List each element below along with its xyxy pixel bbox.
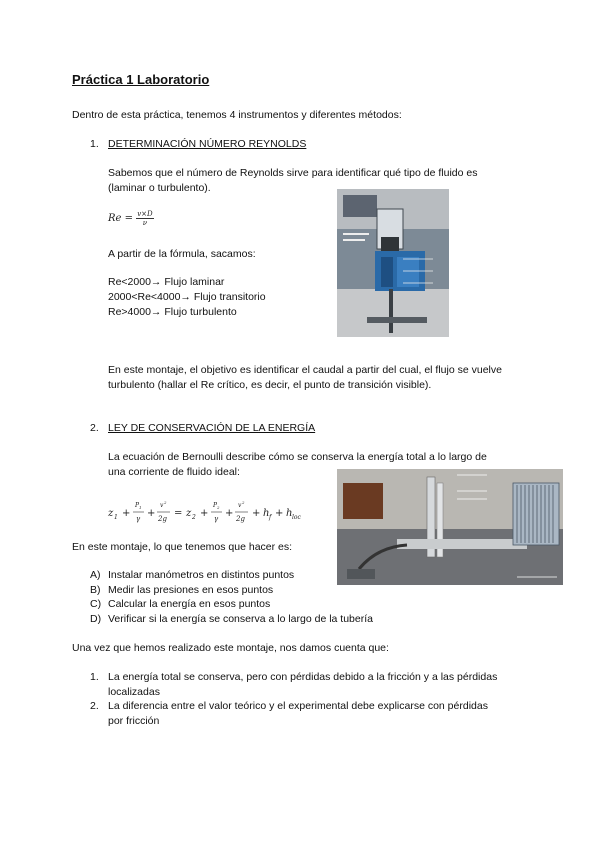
montage-intro: En este montaje, lo que tenemos que hacer es: (72, 541, 293, 553)
formula-denominator: ν (142, 219, 148, 227)
conclusion-intro: Una vez que hemos realizado este montaje, nos damos cuenta que: (72, 642, 389, 654)
bernoulli-equation (106, 492, 336, 528)
svg-text:h: h (263, 508, 270, 519)
step-a-letter: A) (90, 569, 101, 581)
svg-text:γ: γ (214, 515, 219, 523)
section2-paragraph-line1: La ecuación de Bernoulli describe cómo se conserva la energía total a lo largo de (108, 451, 487, 463)
svg-text:z: z (186, 508, 192, 519)
svg-text:loc: loc (292, 514, 301, 521)
page-title: Práctica 1 Laboratorio (72, 72, 210, 87)
step-d-letter: D) (90, 613, 102, 625)
flow-regime-laminar: Re<2000→ Flujo laminar (108, 276, 225, 288)
svg-text:+: + (122, 508, 131, 519)
svg-text:+: + (225, 508, 234, 519)
conclusion-2-number: 2. (90, 700, 99, 712)
from-formula-text: A partir de la fórmula, sacamos: (108, 248, 256, 260)
svg-text:+: + (200, 508, 209, 519)
conclusion-1-number: 1. (90, 671, 99, 683)
section2-number: 2. (90, 422, 99, 434)
section2-heading: LEY DE CONSERVACIÓN DE LA ENERGÍA (108, 422, 316, 434)
bernoulli-apparatus-photo (337, 469, 563, 585)
svg-text:2: 2 (164, 500, 167, 505)
svg-text:P: P (213, 502, 218, 509)
svg-text:1: 1 (139, 505, 142, 510)
svg-text:2g: 2g (158, 515, 167, 523)
conclusion-1-line2: localizadas (108, 686, 160, 698)
formula-lhs: Re = (108, 213, 134, 224)
flow-regime-transitional: 2000<Re<4000→ Flujo transitorio (108, 291, 266, 303)
section1-paragraph-line1: Sabemos que el número de Reynolds sirve para identificar qué tipo de fluido es (108, 167, 478, 179)
conclusion-1-line1: La energía total se conserva, pero con pérdidas debido a la fricción y a las pérdidas (108, 671, 498, 683)
step-b-letter: B) (90, 584, 101, 596)
section1-paragraph-line2: (laminar o turbulento). (108, 182, 211, 194)
step-d-text: Verificar si la energía se conserva a lo largo de la tubería (108, 613, 373, 625)
svg-text:P: P (135, 502, 140, 509)
svg-text:v: v (160, 502, 164, 509)
step-c-text: Calcular la energía en esos puntos (108, 598, 271, 610)
svg-text:2: 2 (242, 500, 245, 505)
formula-fraction (136, 210, 153, 227)
svg-text:f: f (269, 514, 272, 521)
reynolds-apparatus-photo (337, 189, 449, 337)
conclusion-2-line1: La diferencia entre el valor teórico y el experimental debe explicarse con pérdidas (108, 700, 488, 712)
svg-text:+: + (147, 508, 156, 519)
formula-numerator: v×D (137, 210, 153, 218)
step-b-text: Medir las presiones en esos puntos (108, 584, 274, 596)
svg-text:v: v (238, 502, 242, 509)
step-a-text: Instalar manómetros en distintos puntos (108, 569, 295, 581)
conclusion-2-line2: por fricción (108, 715, 160, 727)
svg-text:+: + (252, 508, 261, 519)
svg-text:h: h (286, 508, 293, 519)
intro-text: Dentro de esta práctica, tenemos 4 instrumentos y diferentes métodos: (72, 109, 402, 121)
section1-number: 1. (90, 138, 99, 150)
section1-objective-line2: turbulento (hallar el Re crítico, es decir, el punto de transición visible). (108, 379, 432, 391)
flow-regime-turbulent: Re>4000→ Flujo turbulento (108, 306, 237, 318)
section1-heading: DETERMINACIÓN NÚMERO REYNOLDS (108, 138, 307, 150)
svg-text:2g: 2g (236, 515, 245, 523)
svg-text:2: 2 (217, 505, 220, 510)
svg-text:1: 1 (114, 514, 118, 521)
svg-text:z: z (108, 508, 114, 519)
reynolds-formula (108, 210, 154, 227)
section1-objective-line1: En este montaje, el objetivo es identificar el caudal a partir del cual, el flujo se vuelve (108, 364, 502, 376)
svg-text:2: 2 (192, 514, 196, 521)
svg-text:=: = (174, 508, 183, 519)
section2-paragraph-line2: una corriente de fluido ideal: (108, 466, 240, 478)
svg-text:γ: γ (136, 515, 141, 523)
svg-text:+: + (275, 508, 284, 519)
step-c-letter: C) (90, 598, 102, 610)
